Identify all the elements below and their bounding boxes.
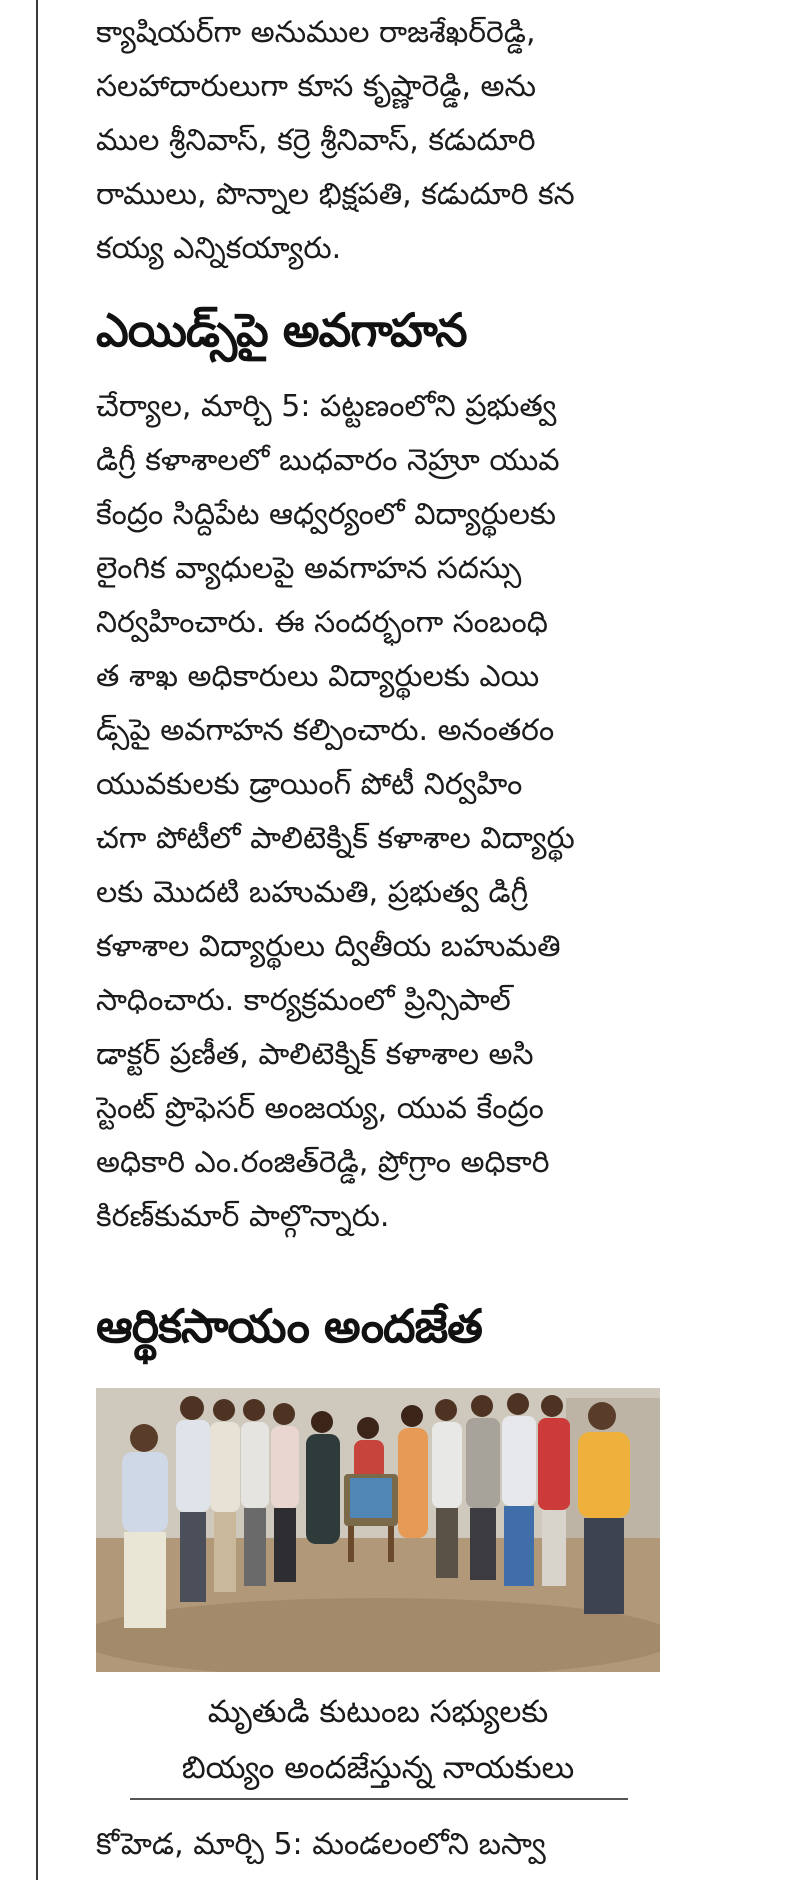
photo-caption [96,1684,660,1796]
headline-aids-awareness: ఎయిడ్స్‌పై అవగాహన [96,303,467,357]
text-line: డ్స్‌పై అవగాహన కల్పించారు. అనంతరం [96,713,555,748]
text-line: అధికారి ఎం.రంజిత్‌రెడ్డి, ప్రోగ్రాం అధికారి [96,1145,550,1180]
text-line: కయ్య ఎన్నికయ్యారు. [96,231,342,266]
text-line: సలహాదారులుగా కూస కృష్ణారెడ్డి, అను [96,69,536,104]
text-line: సాధించారు. కార్యక్రమంలో ప్రిన్సిపాల్ [96,983,511,1018]
text-line: కోహెడ, మార్చి 5: మండలంలోని బస్వా [96,1827,546,1862]
column-divider [36,0,38,1880]
text-line: చగా పోటీలో పాలిటెక్నిక్ కళాశాల విద్యార్థు [96,821,575,856]
text-line: కళాశాల విద్యార్థులు ద్వితీయ బహుమతి [96,929,561,964]
article-body [96,1818,664,1872]
article-continuation [96,6,664,276]
text-line: త శాఖ అధికారులు విద్యార్థులకు ఎయి [96,659,540,694]
headline-financial-aid: ఆర్థికసాయం అందజేత [96,1299,482,1353]
text-line: కేంద్రం సిద్దిపేట ఆధ్వర్యంలో విద్యార్థులకు [96,497,556,532]
text-line: ముల శ్రీనివాస్, కర్రె శ్రీనివాస్, కడుదూరి [96,123,536,158]
text-line: కిరణ్‌కుమార్ పాల్గొన్నారు. [96,1199,390,1234]
text-line: యువకులకు డ్రాయింగ్ పోటీ నిర్వహిం [96,767,523,802]
text-line: డాక్టర్ ప్రణీత, పాలిటెక్నిక్ కళాశాల అసి [96,1037,534,1072]
text-line: నిర్వహించారు. ఈ సందర్భంగా సంబంధి [96,605,548,640]
article-financial-aid [96,1818,664,1872]
text-line: క్యాషియర్‌గా అనుముల రాజశేఖర్‌రెడ్డి, [96,15,536,50]
news-photo [96,1388,660,1672]
text-line: స్టెంట్ ప్రొఫెసర్ అంజయ్య, యువ కేంద్రం [96,1091,544,1126]
text-line: రాములు, పొన్నాల భిక్షపతి, కడుదూరి కన [96,177,575,212]
caption-line: బియ్యం అందజేస్తున్న నాయకులు [181,1750,575,1786]
text-line: చేర్యాల, మార్చి 5: పట్టణంలోని ప్రభుత్వ [96,389,557,424]
caption-divider [130,1798,628,1800]
text-line: లకు మొదటి బహుమతి, ప్రభుత్వ డిగ్రీ [96,875,529,910]
text-line: డిగ్రీ కళాశాలలో బుధవారం నెహ్రూ యువ [96,443,560,478]
text-line: లైంగిక వ్యాధులపై అవగాహన సదస్సు [96,551,522,586]
article-aids-awareness [96,380,664,1244]
article-continuation-text [96,6,664,276]
group-of-people-photo [96,1388,660,1672]
article-body [96,380,664,1244]
caption-line: మృతుడి కుటుంబ సభ్యులకు [207,1694,549,1730]
